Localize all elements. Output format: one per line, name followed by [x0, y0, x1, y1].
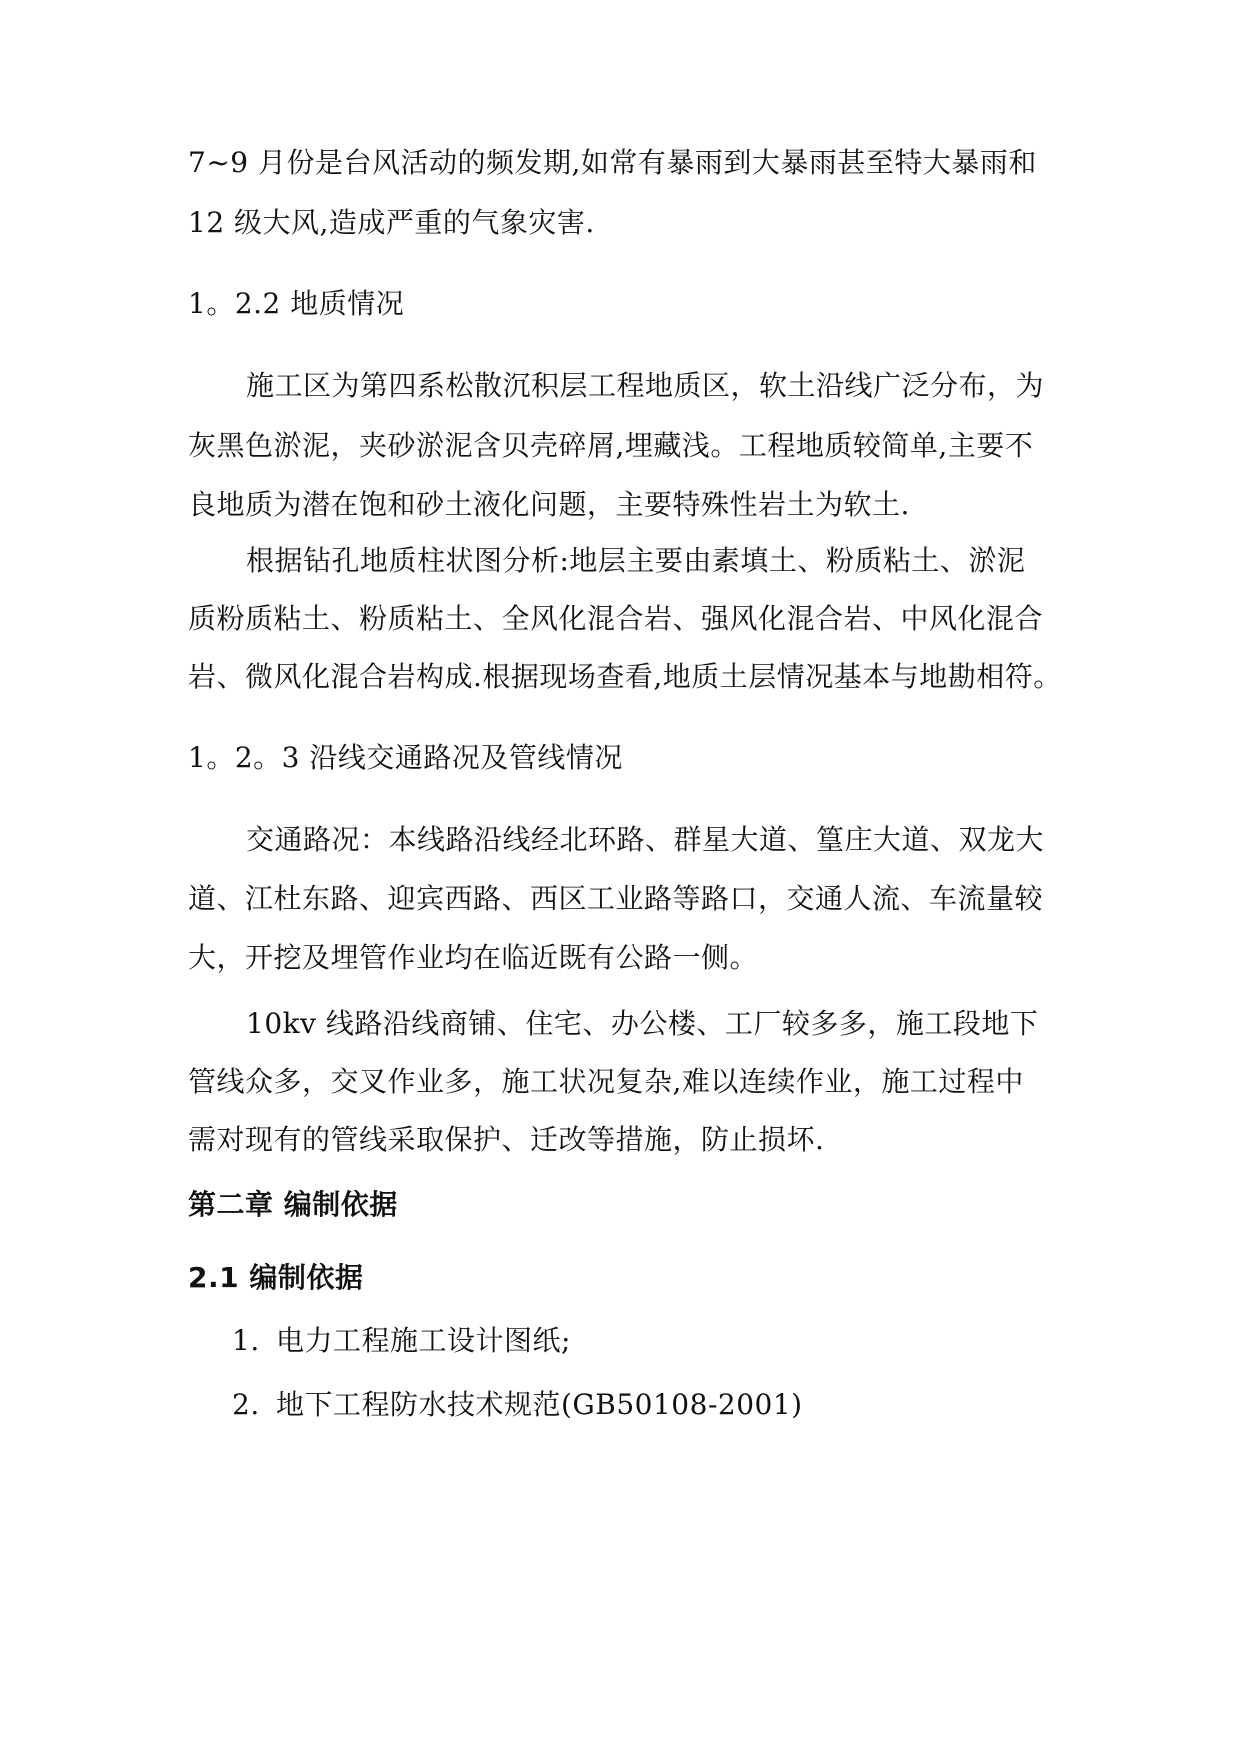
traffic-p1-line-3: 大，开挖及埋管作业均在临近既有公路一侧。 [188, 941, 759, 974]
geology-p1-line-1: 施工区为第四系松散沉积层工程地质区，软土沿线广泛分布，为 [246, 369, 1045, 402]
traffic-heading: 1。2。3 沿线交通路况及管线情况 [188, 741, 623, 774]
climate-line-2: 12 级大风,造成严重的气象灾害. [188, 206, 595, 239]
list-item-text: 电力工程施工设计图纸; [276, 1324, 571, 1357]
geology-p1-line-3: 良地质为潜在饱和砂土液化问题，主要特殊性岩土为软土. [188, 488, 910, 521]
climate-line-1: 7~9 月份是台风活动的频发期,如常有暴雨到大暴雨甚至特大暴雨和 [188, 146, 1037, 179]
list-item-number: 1. [232, 1324, 260, 1357]
geology-p2-line-1: 根据钻孔地质柱状图分析:地层主要由素填土、粉质粘土、淤泥 [246, 544, 1026, 577]
traffic-p2-line-1: 10kv 线路沿线商铺、住宅、办公楼、工厂较多多，施工段地下 [246, 1007, 1039, 1040]
list-item-number: 2. [232, 1388, 260, 1421]
geology-p1-line-2: 灰黑色淤泥，夹砂淤泥含贝壳碎屑,埋藏浅。工程地质较简单,主要不 [188, 429, 1034, 462]
list-item-text: 地下工程防水技术规范(GB50108-2001) [276, 1388, 803, 1421]
traffic-p1-line-1: 交通路况：本线路沿线经北环路、群星大道、篁庄大道、双龙大 [246, 823, 1045, 856]
document-page [188, 0, 1068, 1754]
section-title: 2.1 编制依据 [188, 1261, 364, 1294]
chapter-title: 第二章 编制依据 [188, 1188, 398, 1221]
geology-heading: 1。2.2 地质情况 [188, 287, 405, 320]
geology-p2-line-2: 质粉质粘土、粉质粘土、全风化混合岩、强风化混合岩、中风化混合 [188, 602, 1044, 635]
traffic-p1-line-2: 道、江杜东路、迎宾西路、西区工业路等路口，交通人流、车流量较 [188, 882, 1044, 915]
traffic-p2-line-2: 管线众多，交叉作业多，施工状况复杂,难以连续作业，施工过程中 [188, 1065, 1024, 1098]
geology-p2-line-3: 岩、微风化混合岩构成.根据现场查看,地质土层情况基本与地勘相符。 [188, 660, 1062, 693]
traffic-p2-line-3: 需对现有的管线采取保护、迁改等措施，防止损坏. [188, 1123, 825, 1156]
